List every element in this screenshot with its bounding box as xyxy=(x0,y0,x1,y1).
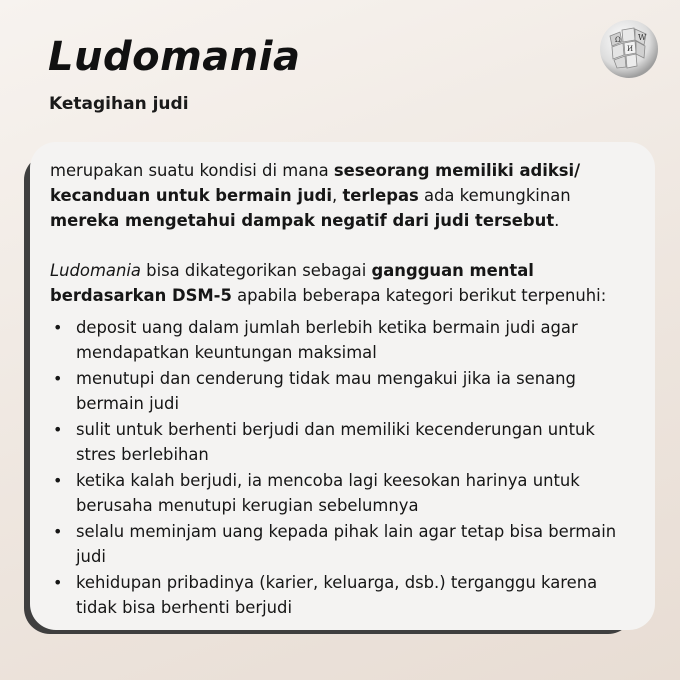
bullet-icon: • xyxy=(53,471,63,490)
list-item xyxy=(50,570,639,620)
text-run: apabila beberapa kategori berikut terpenuhi: xyxy=(231,286,607,305)
bullet-icon: • xyxy=(53,318,63,337)
list-item-text: ketika kalah berjudi, ia mencoba lagi keesokan harinya untuk berusaha menutupi kerugian sebelumnya xyxy=(76,471,580,515)
text-run: seseorang memiliki adiksi/ kecanduan untuk bermain judi xyxy=(50,161,581,205)
list-item xyxy=(50,366,639,416)
bullet-icon: • xyxy=(53,573,63,592)
content-card xyxy=(30,142,655,630)
text-run: merupakan suatu kondisi di mana xyxy=(50,161,334,180)
text-run: terlepas xyxy=(342,186,419,205)
list-item xyxy=(50,417,639,467)
page-subtitle: Ketagihan judi xyxy=(49,94,189,114)
svg-text:И: И xyxy=(627,45,634,53)
list-item-text: kehidupan pribadinya (karier, keluarga, dsb.) terganggu karena tidak bisa berhenti berjudi xyxy=(76,573,598,617)
list-item xyxy=(50,519,639,569)
list-item-text: menutupi dan cenderung tidak mau mengakui jika ia senang bermain judi xyxy=(76,369,576,413)
text-run: bisa dikategorikan sebagai xyxy=(140,261,372,280)
list-item xyxy=(50,315,639,365)
text-run: mereka mengetahui dampak negatif dari judi tersebut xyxy=(50,211,555,230)
wikipedia-globe-icon xyxy=(598,18,660,80)
text-run: Ludomania xyxy=(50,261,141,280)
list-item-text: deposit uang dalam jumlah berlebih ketika bermain judi agar mendapatkan keuntungan maksimal xyxy=(76,318,578,362)
list-item-text: selalu meminjam uang kepada pihak lain agar tetap bisa bermain judi xyxy=(76,522,617,566)
text-run: gangguan mental berdasarkan DSM-5 xyxy=(50,261,534,305)
definition-paragraph xyxy=(50,158,639,233)
bullet-icon: • xyxy=(53,369,63,388)
list-item-text: sulit untuk berhenti berjudi dan memiliki kecenderungan untuk stres berlebihan xyxy=(76,420,595,464)
bullet-icon: • xyxy=(53,420,63,439)
dsm5-paragraph xyxy=(50,258,639,308)
text-run: ada kemungkinan xyxy=(418,186,571,205)
bullet-icon: • xyxy=(53,522,63,541)
svg-text:W: W xyxy=(638,33,647,42)
page-title: Ludomania xyxy=(48,34,301,80)
text-run: , xyxy=(332,186,343,205)
list-item xyxy=(50,468,639,518)
criteria-list xyxy=(50,315,639,620)
svg-text:Ω: Ω xyxy=(615,36,621,44)
text-run: . xyxy=(554,211,560,230)
